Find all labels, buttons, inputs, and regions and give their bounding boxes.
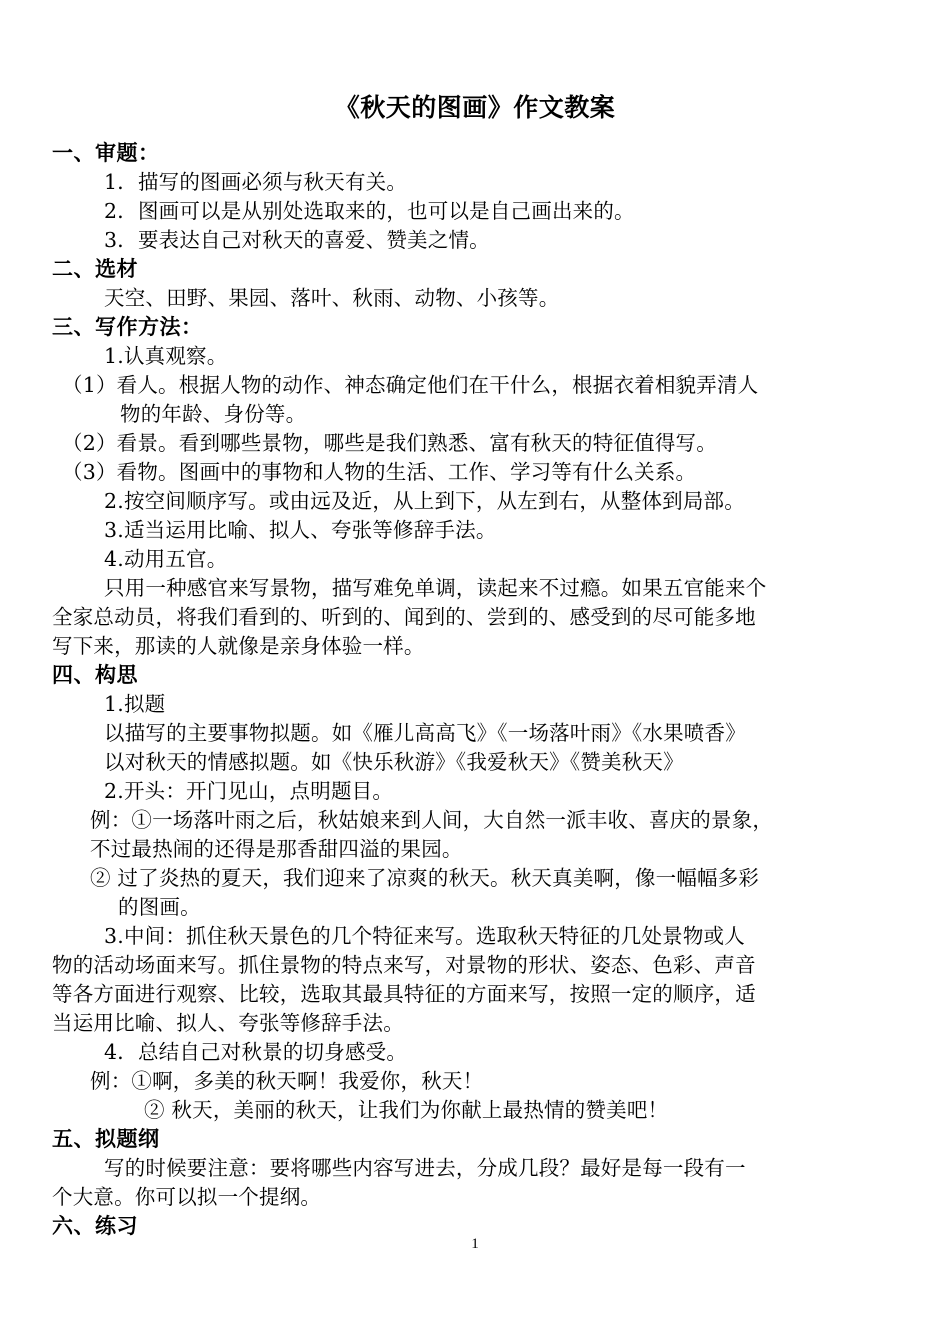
gousi-1: 1.拟题 xyxy=(104,692,166,716)
example-4: ② 秋天，美丽的秋天，让我们为你献上最热情的赞美吧！ xyxy=(144,1098,669,1122)
gousi-1-b: 以对秋天的情感拟题。如《快乐秋游》《我爱秋天》《赞美秋天》 xyxy=(104,750,684,774)
gousi-3-a: 3.中间：抓住秋天景色的几个特征来写。选取秋天特征的几处景物或人 xyxy=(104,924,745,948)
method-1-sub-1a: （1）看人。根据人物的动作、神态确定他们在干什么，根据衣着相貌弄清人 xyxy=(62,373,759,397)
heading-lianxi: 六、练习 xyxy=(52,1214,138,1238)
heading-xiezuofangfa: 三、写作方法： xyxy=(52,315,203,339)
example-1a: 例：①一场落叶雨之后，秋姑娘来到人间，大自然一派丰收、喜庆的景象， xyxy=(90,808,774,832)
gousi-3-c: 等各方面进行观察、比较，选取其最具特征的方面来写，按照一定的顺序，适 xyxy=(52,982,756,1006)
heading-nitigang: 五、拟题纲 xyxy=(52,1127,160,1151)
gousi-1-a: 以描写的主要事物拟题。如《雁儿高高飞》《一场落叶雨》《水果喷香》 xyxy=(104,721,746,745)
nitigang-para-2: 个大意。你可以拟一个提纲。 xyxy=(52,1185,322,1209)
nitigang-para-1: 写的时候要注意：要将哪些内容写进去，分成几段？最好是每一段有一 xyxy=(104,1156,746,1180)
example-1b: 不过最热闹的还得是那香甜四溢的果园。 xyxy=(90,837,463,861)
shenti-item-1: 1．描写的图画必须与秋天有关。 xyxy=(104,170,408,194)
page-number: 1 xyxy=(471,1236,479,1252)
heading-shenti: 一、审题： xyxy=(52,141,160,165)
xuancai-text: 天空、田野、果园、落叶、秋雨、动物、小孩等。 xyxy=(104,286,560,310)
shenti-item-3: 3．要表达自己对秋天的喜爱、赞美之情。 xyxy=(104,228,490,252)
method-4-para-3: 写下来，那读的人就像是亲身体验一样。 xyxy=(52,634,425,658)
heading-gousi: 四、构思 xyxy=(52,663,138,687)
example-2a: ② 过了炎热的夏天，我们迎来了凉爽的秋天。秋天真美啊，像一幅幅多彩 xyxy=(90,866,760,890)
gousi-4: 4．总结自己对秋景的切身感受。 xyxy=(104,1040,408,1064)
method-1: 1.认真观察。 xyxy=(104,344,228,368)
method-1-sub-2: （2）看景。看到哪些景物，哪些是我们熟悉、富有秋天的特征值得写。 xyxy=(62,431,717,455)
example-2b: 的图画。 xyxy=(118,895,201,919)
method-4-para-1: 只用一种感官来写景物，描写难免单调，读起来不过瘾。如果五官能来个 xyxy=(104,576,767,600)
gousi-3-d: 当运用比喻、拟人、夸张等修辞手法。 xyxy=(52,1011,404,1035)
example-3: 例：①啊，多美的秋天啊！我爱你，秋天！ xyxy=(90,1069,484,1093)
method-4-para-2: 全家总动员，将我们看到的、听到的、闻到的、尝到的、感受到的尽可能多地 xyxy=(52,605,756,629)
method-1-sub-1b: 物的年龄、身份等。 xyxy=(120,402,307,426)
document-title: 《秋天的图画》作文教案 xyxy=(334,93,616,122)
heading-xuancai: 二、选材 xyxy=(52,257,138,281)
method-2: 2.按空间顺序写。或由远及近，从上到下，从左到右，从整体到局部。 xyxy=(104,489,745,513)
method-1-sub-3: （3）看物。图画中的事物和人物的生活、工作、学习等有什么关系。 xyxy=(62,460,697,484)
gousi-3-b: 物的活动场面来写。抓住景物的特点来写，对景物的形状、姿态、色彩、声音 xyxy=(52,953,756,977)
method-4: 4.动用五官。 xyxy=(104,547,228,571)
shenti-item-2: 2．图画可以是从别处选取来的，也可以是自己画出来的。 xyxy=(104,199,635,223)
gousi-2: 2.开头：开门见山，点明题目。 xyxy=(104,779,394,803)
method-3: 3.适当运用比喻、拟人、夸张等修辞手法。 xyxy=(104,518,497,542)
